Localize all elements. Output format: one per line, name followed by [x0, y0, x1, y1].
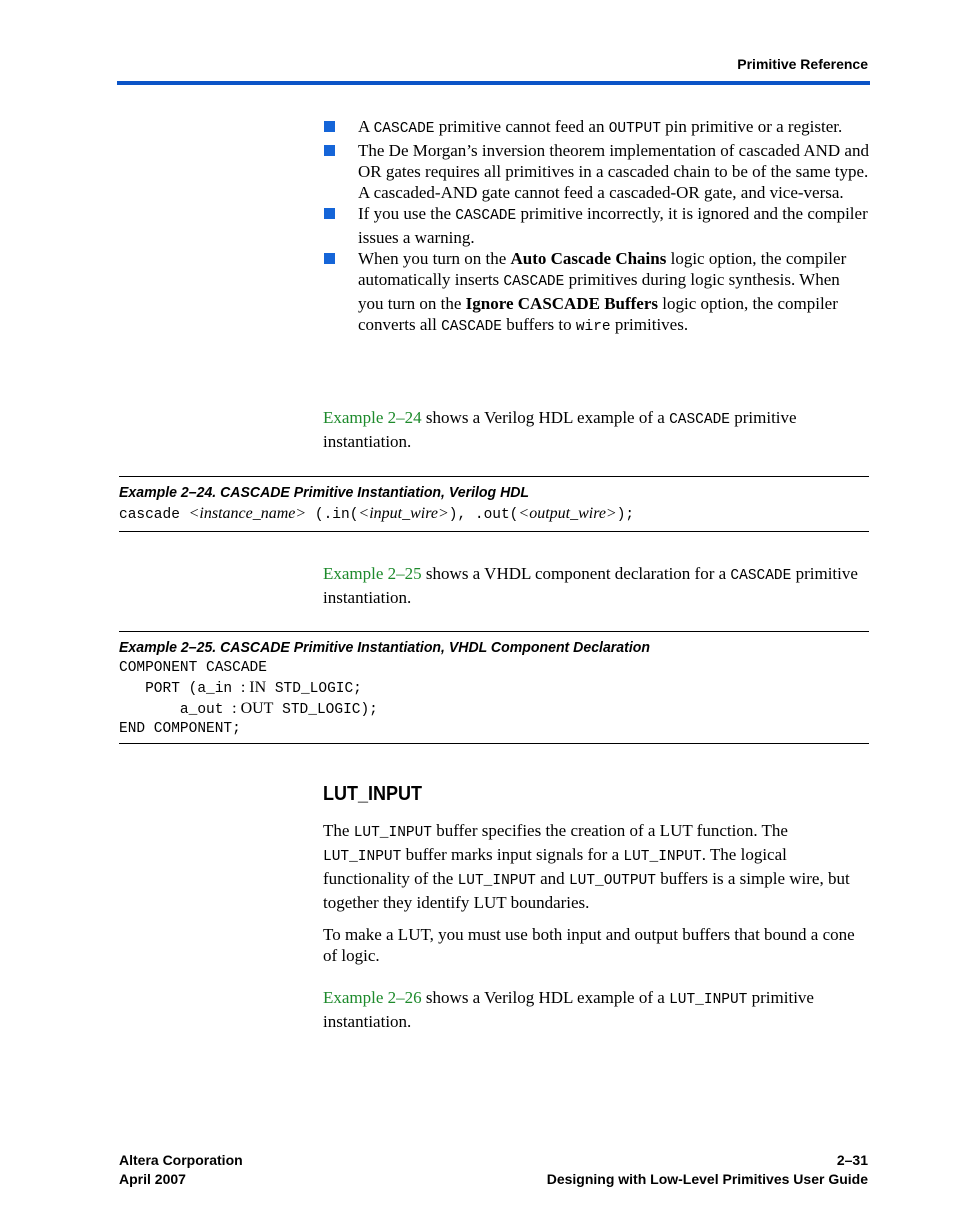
bullet-square-icon	[324, 121, 335, 132]
code-line: cascade <instance_name> (.in(<input_wire>), .out(<output_wire>);	[119, 505, 635, 523]
example-2-25-block	[119, 631, 869, 744]
paragraph-example-2-24: Example 2–24 shows a Verilog HDL example of a CASCADE primitive instantiation.	[323, 408, 797, 451]
example-title: Example 2–24. CASCADE Primitive Instantiation, Verilog HDL	[119, 484, 530, 501]
footer-date: April 2007	[119, 1171, 186, 1187]
paragraph-make-lut: To make a LUT, you must use both input and output buffers that bound a cone of logic.	[323, 925, 855, 965]
example-2-24-link[interactable]: Example 2–24	[323, 408, 422, 427]
example-2-25-link[interactable]: Example 2–25	[323, 564, 422, 583]
footer-page-number: 2–31	[836, 1152, 868, 1168]
footer-right	[547, 1151, 868, 1189]
header-rule	[117, 81, 870, 85]
bullet-square-icon	[324, 208, 335, 219]
footer-left	[119, 1151, 243, 1189]
code-line: END COMPONENT;	[119, 721, 241, 737]
code-line: COMPONENT CASCADE	[119, 660, 267, 676]
list-item: If you use the CASCADE primitive incorrectly, it is ignored and the compiler issues a warning.	[323, 203, 869, 248]
bullet-square-icon	[324, 145, 335, 156]
section-heading: LUT_INPUT	[323, 783, 422, 805]
running-header-title: Primitive Reference	[737, 56, 868, 72]
list-item: When you turn on the Auto Cascade Chains logic option, the compiler automatically inserts CASCADE primitives during logic synthesis. When you turn on the Ignore CASCADE Buffers logic option, the compiler converts all CASCADE buffers to wire primitives.	[323, 248, 869, 338]
example-title: Example 2–25. CASCADE Primitive Instantiation, VHDL Component Declaration	[119, 639, 650, 656]
example-2-26-link[interactable]: Example 2–26	[323, 988, 422, 1007]
paragraph-example-2-26: Example 2–26 shows a Verilog HDL example of a LUT_INPUT primitive instantiation.	[323, 988, 814, 1031]
bullet-list	[323, 116, 869, 338]
bullet-square-icon	[324, 253, 335, 264]
paragraph-lut-input-description: The LUT_INPUT buffer specifies the creation of a LUT function. The LUT_INPUT buffer marks input signals for a LUT_INPUT. The logical functionality of the LUT_INPUT and LUT_OUTPUT buffers is a simple wire, but together they identify LUT boundaries.	[323, 821, 850, 912]
code-line: a_out : OUT STD_LOGIC);	[119, 700, 378, 718]
example-2-24-block	[119, 476, 869, 532]
footer-company: Altera Corporation	[119, 1152, 243, 1168]
list-item: A CASCADE primitive cannot feed an OUTPUT pin primitive or a register.	[323, 116, 869, 140]
footer-guide-title: Designing with Low-Level Primitives User Guide	[546, 1171, 868, 1187]
list-item: The De Morgan’s inversion theorem implementation of cascaded AND and OR gates requires all primitives in a cascaded chain to be of the same type. A cascaded-AND gate cannot feed a cascaded-OR gate, and vice-versa.	[323, 140, 869, 203]
code-line: PORT (a_in : IN STD_LOGIC;	[119, 679, 362, 697]
paragraph-example-2-25: Example 2–25 shows a VHDL component declaration for a CASCADE primitive instantiation.	[323, 564, 858, 607]
